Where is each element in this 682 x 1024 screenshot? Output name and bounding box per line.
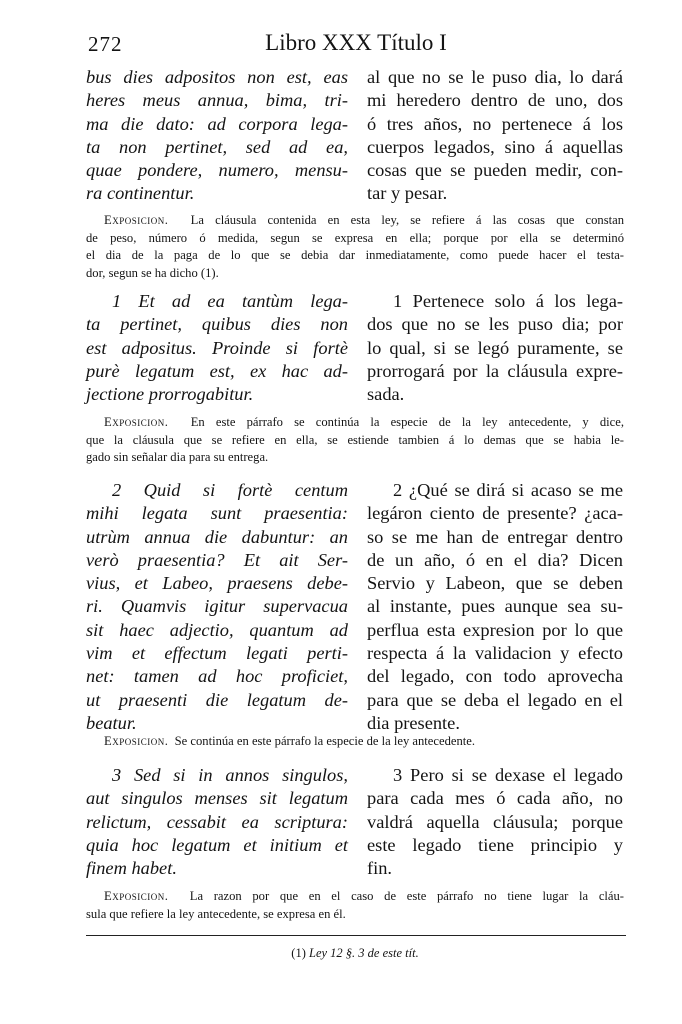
latin-line: ra continentur. — [86, 183, 195, 204]
spanish-line: cuerpos legados, sino á aquellas — [367, 136, 623, 157]
latin-line: ta non pertinet, sed ad ea, — [86, 136, 348, 157]
spanish-line: para que se deba el legado en el — [367, 689, 623, 710]
exposicion-text: el dia de la paga de lo que se debia dar inmediatamente, como puede hacer el testa- — [86, 248, 624, 262]
spanish-line: perflua esta expresion por lo que — [367, 619, 623, 640]
latin-line: vim et effectum legati perti- — [86, 643, 348, 664]
spanish-line: fin. — [367, 858, 393, 879]
spanish-line: valdrá aquella cláusula; porque — [367, 811, 623, 832]
latin-line: quae pondere, numero, mensu- — [86, 160, 348, 181]
spanish-line: ó tres años, no pertenece á los — [367, 113, 623, 134]
exposicion-text: La cláusula contenida en esta ley, se refiere á las cosas que constan — [190, 213, 624, 227]
spanish-line: legáron ciento de presente? ¿aca- — [367, 503, 623, 524]
latin-line: utrùm annua die dabuntur: an — [86, 526, 348, 547]
exposicion-text: En este párrafo se continúa la especie de la ley antecedente, y dice, — [190, 415, 625, 429]
latin-line: ut praesenti die legatum de- — [86, 689, 348, 710]
spanish-line: para cada mes ó cada año, no — [367, 788, 623, 809]
spanish-line: del legado, con todo aprovecha — [367, 666, 623, 687]
spanish-line: al instante, pues aunque sea su- — [367, 596, 623, 617]
spanish-line: cosas que se pueden medir, con- — [367, 160, 623, 181]
latin-line: quia hoc legatum et initium et — [86, 834, 348, 855]
spanish-column — [367, 479, 623, 735]
exposicion-label: Exposicion. — [104, 889, 169, 903]
latin-line: ta pertinet, quibus dies non — [86, 314, 348, 335]
footnote — [86, 946, 624, 961]
latin-column — [86, 764, 348, 880]
footnote-divider — [86, 935, 626, 936]
latin-line: net: tamen ad hoc proficiet, — [86, 666, 348, 687]
spanish-line: este legado tiene principio y — [367, 834, 623, 855]
latin-line: sit haec adjectio, quantum ad — [86, 619, 348, 640]
spanish-line: sada. — [367, 384, 405, 405]
spanish-line: Servio y Labeon, que se deben — [367, 573, 623, 594]
exposicion-text: La razon por que en el caso de este párrafo no tiene lugar la cláu- — [189, 889, 624, 903]
latin-line: 1 Et ad ea tantùm lega- — [112, 291, 348, 311]
exposicion-paragraph — [86, 733, 624, 751]
latin-line: 2 Quid si fortè centum — [112, 480, 348, 500]
spanish-line: de un año, ó en el dia? Dicen — [367, 549, 623, 570]
exposicion-text: gado sin señalar dia para su entrega. — [86, 450, 269, 464]
spanish-column — [367, 764, 623, 880]
latin-line: est adpositus. Proinde si fortè — [86, 337, 348, 358]
spanish-line: respecta á la validacion y efecto — [367, 643, 623, 664]
spanish-line: so se me han de entregar dentro — [367, 526, 623, 547]
exposicion-label: Exposicion. — [104, 734, 169, 748]
page-header — [88, 30, 624, 60]
latin-line: bus dies adpositos non est, eas — [86, 67, 348, 87]
latin-column — [86, 66, 348, 206]
exposicion-text: que la cláusula que se refiere en ella, se estiende tambien á lo demas que se habia le- — [86, 432, 624, 447]
exposicion-label: Exposicion. — [104, 213, 169, 227]
latin-line: ma die dato: ad corpora lega- — [86, 113, 348, 134]
exposicion-text: dor, segun se ha dicho (1). — [86, 265, 219, 280]
spanish-line: 3 Pero si se dexase el legado — [393, 765, 623, 785]
latin-column — [86, 479, 348, 735]
spanish-line: tar y pesar. — [367, 183, 448, 204]
spanish-line: mi heredero dentro de uno, dos — [367, 90, 623, 111]
latin-line: relictum, cessabit ea scriptura: — [86, 811, 348, 832]
latin-line: ri. Quamvis igitur supervacua — [86, 596, 348, 617]
exposicion-text: de peso, número ó medida, segun se expresa en ella; porque por ella se determinó — [86, 230, 624, 245]
latin-line: mihi legata sunt praesentia: — [86, 503, 348, 524]
exposicion-label: Exposicion. — [104, 415, 169, 429]
spanish-line: prorrogará por la cláusula expre- — [367, 360, 623, 381]
latin-line: jectione prorrogabitur. — [86, 384, 254, 405]
latin-column — [86, 290, 348, 406]
spanish-column — [367, 66, 623, 206]
exposicion-paragraph — [86, 212, 624, 282]
exposicion-paragraph — [86, 414, 624, 467]
spanish-column — [367, 290, 623, 406]
spanish-line: al que no se le puso dia, lo dará — [367, 67, 623, 87]
running-head: Libro XXX Título I — [265, 30, 447, 55]
latin-line: aut singulos menses sit legatum — [86, 788, 348, 809]
spanish-line: dia presente. — [367, 712, 460, 733]
footnote-marker: (1) — [291, 946, 306, 960]
spanish-line: 1 Pertenece solo á los lega- — [393, 291, 623, 311]
latin-line: 3 Sed si in annos singulos, — [112, 765, 348, 785]
latin-line: heres meus annua, bima, tri- — [86, 90, 348, 111]
latin-line: purè legatum est, ex hac ad- — [86, 360, 348, 381]
latin-line: beatur. — [86, 712, 137, 733]
latin-line: vius, et Labeo, praesens debe- — [86, 573, 348, 594]
footnote-citation: Ley 12 §. 3 de este tít. — [309, 946, 419, 960]
spanish-line: 2 ¿Qué se dirá si acaso se me — [393, 480, 623, 500]
exposicion-text: Se continúa en este párrafo la especie de la ley antecedente. — [174, 734, 475, 748]
exposicion-text: sula que refiere la ley antecedente, se expresa en él. — [86, 906, 346, 921]
page-number: 272 — [88, 32, 123, 56]
exposicion-paragraph — [86, 888, 624, 923]
spanish-line: dos que no se les puso dia; por — [367, 314, 623, 335]
latin-line: verò praesentia? Et ait Ser- — [86, 549, 348, 570]
spanish-line: lo qual, si se legó puramente, se — [367, 337, 623, 358]
latin-line: finem habet. — [86, 858, 177, 879]
